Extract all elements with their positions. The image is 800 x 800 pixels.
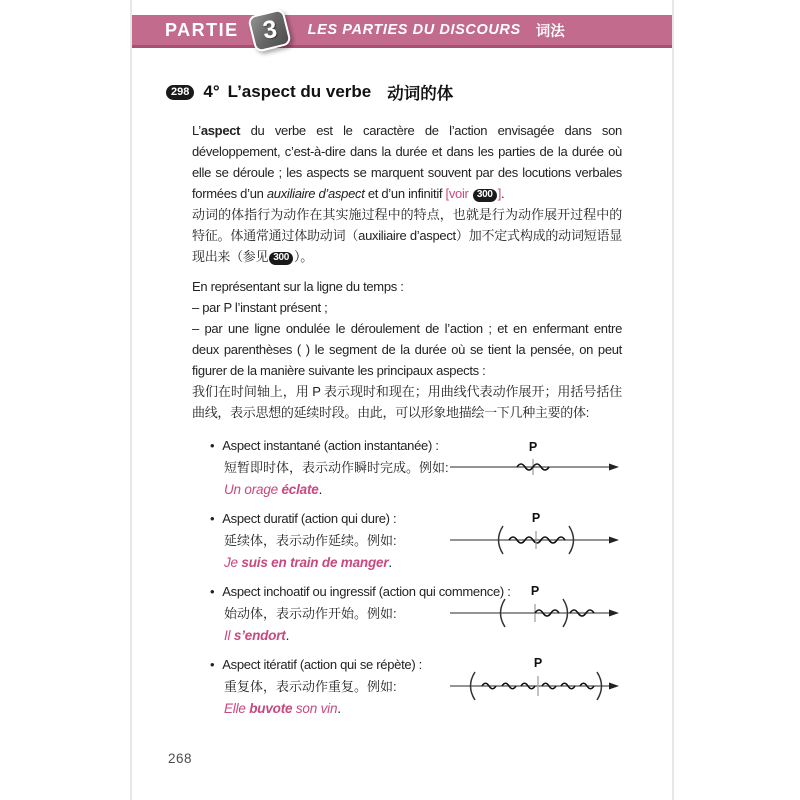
part-number-badge: [247, 8, 292, 53]
intro-paragraph-fr: [192, 120, 622, 204]
timeline-intro-line: En représentant sur la ligne du temps :: [192, 279, 404, 294]
part-title-zh: 词法: [535, 23, 565, 40]
intro-fr-text: et d’un infinitif: [364, 186, 446, 201]
arrowhead-icon: [609, 537, 619, 544]
sentence-period: .: [337, 701, 341, 716]
cross-ref-open: [voir: [445, 186, 469, 201]
example-text: Je: [224, 555, 242, 570]
aspect-zh-line: 延续体，表示动作延续。例如:: [224, 533, 397, 548]
arrowhead-icon: [609, 683, 619, 690]
aspect-item-iteratif: [210, 654, 622, 720]
section-heading: [166, 80, 622, 104]
cross-ref-close: ]: [497, 186, 502, 201]
bullet-marker: •: [210, 657, 215, 672]
aspect-example: [210, 552, 622, 574]
sentence-period: .: [501, 186, 505, 201]
intro-zh-text: 动词的体指行为动作在其实施过程中的特点，也就是行为动作展开过程中的特征。体通常通过体助动词（auxiliaire d’aspect）加不定式构成的动词短语显现出来（参见: [192, 207, 622, 264]
aspect-example: [210, 479, 622, 501]
aspect-fr-label: Aspect itératif (action qui se répète) :: [222, 657, 422, 672]
intro-zh-text: ）。: [294, 249, 313, 264]
present-label: P: [531, 511, 541, 525]
part-number: 3: [260, 14, 278, 45]
aspect-item-duratif: [210, 508, 622, 574]
section-number-badge: 298: [166, 85, 194, 100]
page-number: 268: [168, 751, 193, 766]
arrowhead-icon: [609, 464, 619, 471]
intro-fr-text: du verbe est le caractère de l’action envisagée dans son développement, c’est-à-dire dans la durée et dans les parties de la durée où elle se déroule ; les aspects se marquent souvent par des locutions verbales formées d’un: [192, 123, 622, 201]
timeline-intro-zh: 我们在时间轴上，用 P 表示现时和现在；用曲线代表动作展开；用括号括住曲线，表示思想的延续时段。由此，可以形象地描绘一下几种主要的体:: [192, 384, 622, 420]
part-title-fr: LES PARTIES DU DISCOURS: [307, 22, 521, 38]
timeline-instantane-diagram: [447, 436, 622, 482]
intro-fr-text: L’: [192, 123, 201, 138]
present-label: P: [528, 440, 538, 454]
example-verb: buvote: [249, 701, 293, 716]
aspect-example: [210, 625, 622, 647]
timeline-iteratif-diagram: [447, 655, 622, 701]
bullet-marker: •: [210, 438, 215, 453]
arrowhead-icon: [609, 610, 619, 617]
intro-fr-italic-term: auxiliaire d’aspect: [266, 186, 365, 201]
aspect-fr-label: Aspect duratif (action qui dure) :: [222, 511, 397, 526]
example-text: Elle: [224, 701, 250, 716]
page-content: [171, 80, 622, 727]
example-verb: suis en train de manger: [241, 555, 389, 570]
aspect-item-instantane: [210, 435, 622, 501]
partie-label: PARTIE: [165, 19, 239, 40]
example-text: Il: [224, 628, 234, 643]
part-header-banner: [132, 15, 672, 48]
book-page: [130, 0, 674, 800]
cross-ref-badge: 300: [269, 252, 293, 265]
aspect-zh-line: 重复体，表示动作重复。例如:: [224, 679, 397, 694]
sentence-period: .: [388, 555, 392, 570]
intro-fr-bold-aspect: aspect: [200, 123, 241, 138]
sentence-period: .: [318, 482, 323, 497]
section-ordinal: 4°: [203, 82, 220, 101]
aspect-item-inchoatif: [210, 581, 622, 647]
timeline-inchoatif-diagram: [447, 582, 622, 628]
example-text: Un orage: [224, 482, 282, 497]
aspect-example: [210, 698, 622, 720]
present-label: P: [533, 656, 543, 670]
aspect-zh-line: 短暂即时体，表示动作瞬时完成。例如:: [224, 460, 449, 475]
present-label: P: [530, 584, 540, 598]
bullet-marker: •: [210, 584, 215, 599]
timeline-duratif-diagram: [447, 509, 622, 555]
section-title-zh: 动词的体: [387, 85, 454, 103]
example-verb: éclate: [281, 482, 319, 497]
bullet-marker: •: [210, 511, 215, 526]
cross-ref-badge: 300: [473, 189, 497, 202]
timeline-dash-item-2: – par une ligne ondulée le déroulement de l’action ; et en enfermant entre deux parenthèses ( ) le segment de la durée où se tient la pensée, on peut figurer de la manière suivante les principaux aspects :: [192, 321, 622, 378]
timeline-dash-item-1: – par P l’instant présent ;: [192, 300, 328, 315]
example-text: son vin: [292, 701, 338, 716]
aspect-zh-line: 始动体，表示动作开始。例如:: [224, 606, 397, 621]
sentence-period: .: [285, 628, 290, 643]
aspect-fr-label: Aspect instantané (action instantanée) :: [222, 438, 439, 453]
intro-paragraph-zh: [192, 204, 622, 267]
section-title-fr: L’aspect du verbe: [227, 82, 372, 101]
aspect-fr-label: Aspect inchoatif ou ingressif (action qui commence) :: [222, 584, 511, 599]
aspect-list: [210, 435, 622, 720]
example-verb: s’endort: [233, 628, 286, 643]
